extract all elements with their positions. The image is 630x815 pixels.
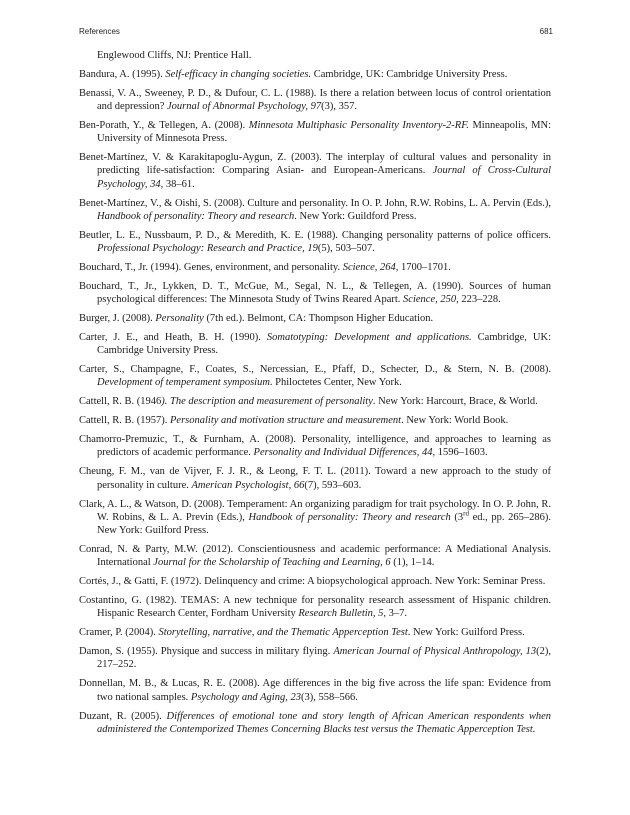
reference-entry: Cramer, P. (2004). Storytelling, narrative, and the Thematic Apperception Test. New York: Guilford Press.: [79, 627, 525, 639]
reference-entry: Cortés, J., & Gatti, F. (1972). Delinquency and crime: A biopsychological approach. New York: Seminar Press.: [79, 576, 546, 588]
reference-entry: Ben-Porath, Y., & Tellegen, A. (2008). Minnesota Multiphasic Personality Inventory-2-RF. Minneapolis, MN: University of Minnesota Press.: [79, 119, 551, 145]
reference-entry: Clark, A. L., & Watson, D. (2008). Temperament: An organizing paradigm for trait psychology. In O. P. John, R. W. Robins, & L. A. Previn (Eds.), Handbook of personality: Theory and research (3rd ed., pp. 265–286). New York: Guilford Press.: [79, 498, 552, 537]
reference-entry: Duzant, R. (2005). Differences of emotional tone and story length of African American respondents when administered the Contemporized Themes Concerning Blacks test versus the Thematic Apperception Test.: [79, 710, 551, 735]
reference-entry: Bouchard, T., Jr., Lykken, D. T., McGue, M., Segal, N. L., & Tellegen, A. (1990). Sources of human psychological differences: The Minnesota Study of Twins Reared Apart. Science, 250, 223–228.: [79, 280, 551, 306]
reference-entry: Bouchard, T., Jr. (1994). Genes, environment, and personality. Science, 264, 1700–1701.: [79, 262, 451, 274]
reference-list: [79, 49, 551, 742]
running-header-title: References: [79, 27, 120, 36]
reference-entry: Costantino, G. (1982). TEMAS: A new technique for personality research assessment of Hispanic children. Hispanic Research Center, Fordham University Research Bulletin, 5, 3–7.: [79, 595, 551, 620]
page-number: 681: [539, 27, 553, 36]
reference-entry: Burger, J. (2008). Personality (7th ed.). Belmont, CA: Thompson Higher Education.: [79, 313, 434, 325]
reference-entry: Carter, S., Champagne, F., Coates, S., Nercessian, E., Pfaff, D., Schecter, D., & Stern, N. B. (2008). Development of temperament symposium. Philoctetes Center, New York.: [79, 364, 551, 389]
reference-entry: Cheung, F. M., van de Vijver, F. J. R., & Leong, F. T. L. (2011). Toward a new approach to the study of personality in culture. American Psychologist, 66(7), 593–603.: [79, 466, 551, 491]
reference-entry: Benet-Martínez, V. & Karakitapoglu-Aygun, Z. (2003). The interplay of cultural values and personality in predicting life-satisfaction: Comparing Asian- and European-Americans. Journal of Cross-Cultural Psychology, 34, 38–61.: [79, 152, 551, 190]
reference-entry: Conrad, N. & Party, M.W. (2012). Conscientiousness and academic performance: A Mediational Analysis. International Journal for the Scholarship of Teaching and Learning, 6 (1), 1–14.: [79, 544, 551, 569]
reference-entry: Cattell, R. B. (1957). Personality and motivation structure and measurement. New York: World Book.: [79, 415, 509, 427]
reference-entry: Englewood Cliffs, NJ: Prentice Hall.: [97, 50, 252, 61]
reference-entry: Chamorro-Premuzic, T., & Furnham, A. (2008). Personality, intelligence, and approaches to learning as predictors of academic performance. Personality and Individual Differences, 44, 1596–1603.: [79, 434, 551, 459]
reference-entry: Carter, J. E., and Heath, B. H. (1990). Somatotyping: Development and applications. Cambridge, UK: Cambridge University Press.: [79, 331, 551, 357]
reference-entry: Cattell, R. B. (1946). The description and measurement of personality. New York: Harcourt, Brace, & World.: [79, 396, 538, 408]
reference-entry: Damon, S. (1955). Physique and success in military flying. American Journal of Physical Anthropology, 13(2), 217–252.: [79, 646, 551, 671]
reference-entry: Benet-Martínez, V., & Oishi, S. (2008). Culture and personality. In O. P. John, R.W. Robins, L. A. Pervin (Eds.), Handbook of personality: Theory and research. New York: Guildford Press.: [79, 197, 551, 222]
reference-entry: Bandura, A. (1995). Self-efficacy in changing societies. Cambridge, UK: Cambridge University Press.: [79, 68, 508, 80]
reference-entry: Donnellan, M. B., & Lucas, R. E. (2008). Age differences in the big five across the life span: Evidence from two national samples. Psychology and Aging, 23(3), 558–566.: [79, 678, 551, 703]
reference-entry: Benassi, V. A., Sweeney, P. D., & Dufour, C. L. (1988). Is there a relation between locus of control orientation and depression? Journal of Abnormal Psychology, 97(3), 357.: [79, 87, 551, 113]
reference-entry: Beutler, L. E., Nussbaum, P. D., & Meredith, K. E. (1988). Changing personality patterns of police officers. Professional Psychology: Research and Practice, 19(5), 503–507.: [79, 229, 551, 255]
